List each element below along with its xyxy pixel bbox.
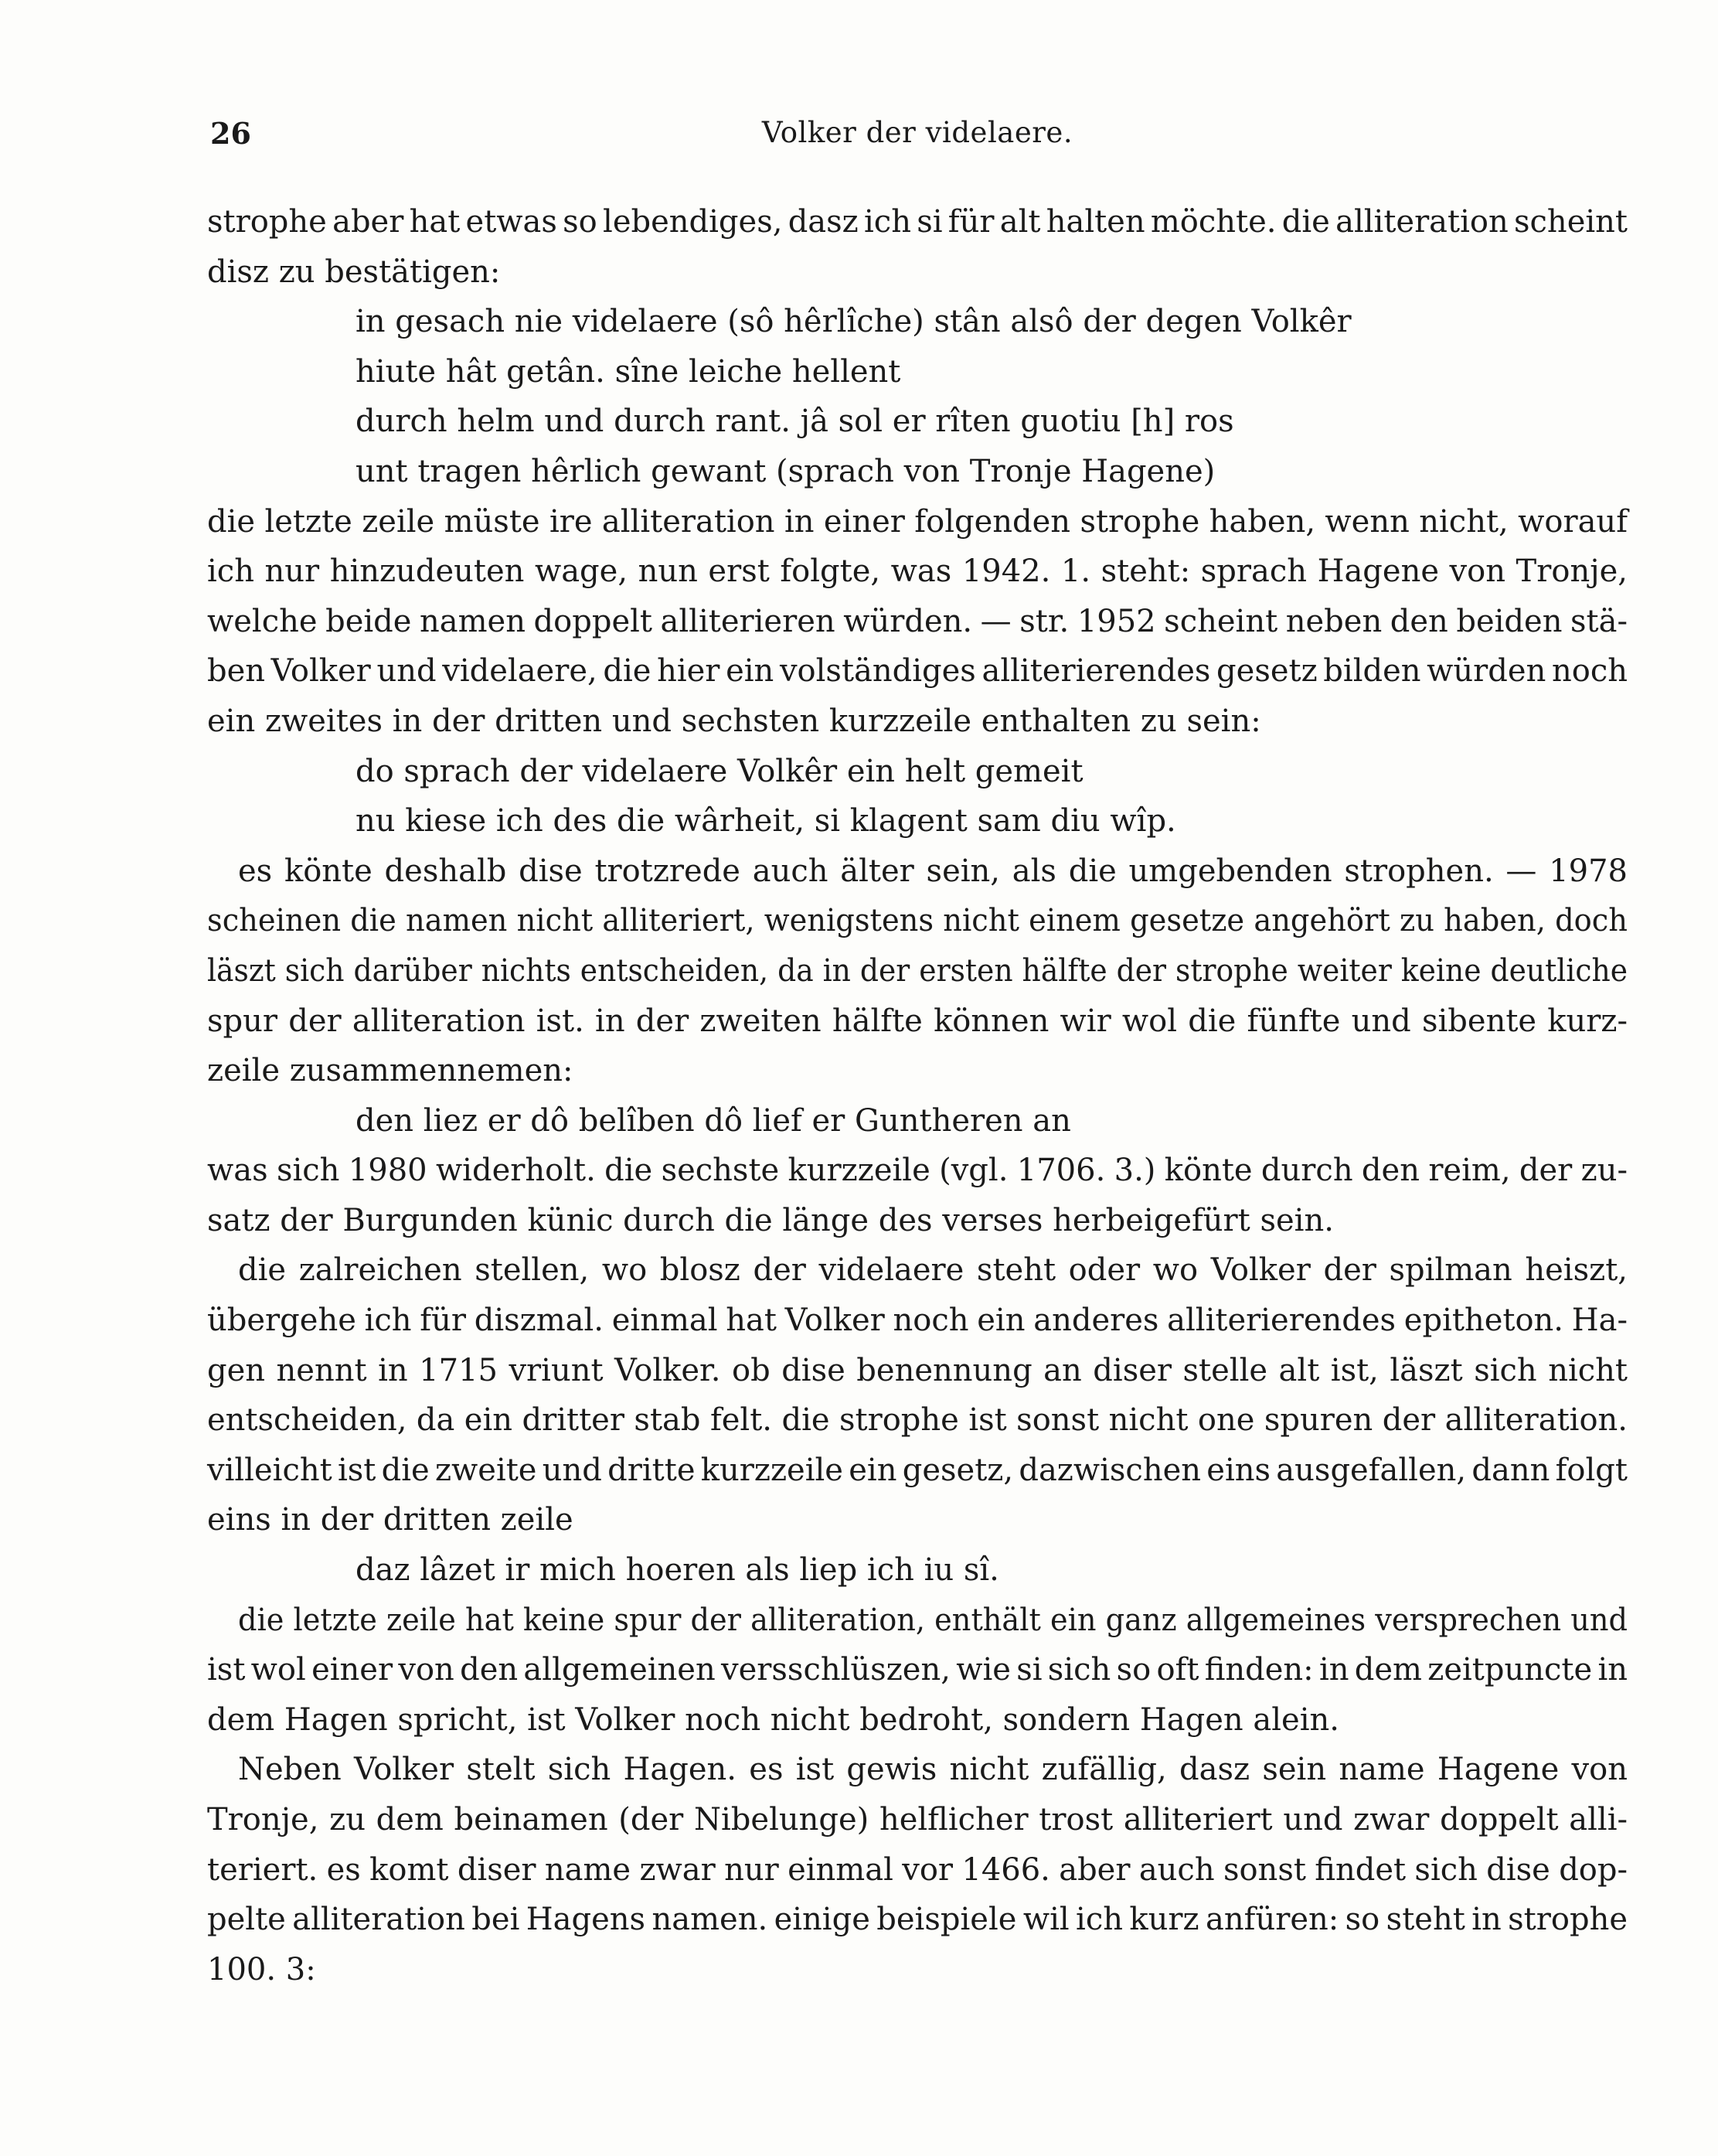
text-line: Tronje, zu dem beinamen (der Nibelunge) helflicher trost alliteriert und zwar doppelt alli- (207, 1802, 1628, 1838)
text-line: welche beide namen doppelt alliterieren würden. — str. 1952 scheint neben den beiden stä- (207, 603, 1628, 639)
text-line: was sich 1980 widerholt. die sechste kurzzeile (vgl. 1706. 3.) könte durch den reim, der zu- (207, 1153, 1628, 1189)
body-text (207, 197, 1628, 1994)
text-line: 100. 3: (207, 1951, 316, 1987)
text-line: ich nur hinzudeuten wage, nun erst folgte, was 1942. 1. steht: sprach Hagene von Tronje, (207, 553, 1628, 590)
page-number: 26 (210, 116, 251, 151)
page-header (210, 116, 1624, 162)
verse-line: nu kiese ich des die wârheit, si klagent sam diu wîp. (356, 803, 1176, 840)
verse-line: do sprach der videlaere Volkêr ein helt gemeit (356, 753, 1084, 789)
text-line: die letzte zeile hat keine spur der alliteration, enthält ein ganz allgemeines versprechen und (238, 1602, 1628, 1638)
text-line: ein zweites in der dritten und sechsten kurzzeile enthalten zu sein: (207, 703, 1261, 739)
text-line: die zalreichen stellen, wo blosz der videlaere steht oder wo Volker der spilman heiszt, (238, 1252, 1628, 1289)
running-head: Volker der videlaere. (761, 116, 1073, 149)
verse-line: hiute hât getân. sîne leiche hellent (356, 353, 901, 390)
verse-line: den liez er dô belîben dô lief er Guntheren an (356, 1102, 1071, 1139)
verse-line: daz lâzet ir mich hoeren als liep ich iu sî. (356, 1552, 999, 1589)
text-line: spur der alliteration ist. in der zweiten hälfte können wir wol die fünfte und sibente kurz- (207, 1003, 1628, 1039)
text-line: läszt sich darüber nichts entscheiden, da in der ersten hälfte der strophe weiter keine deutliche (207, 952, 1628, 989)
text-line: disz zu bestätigen: (207, 254, 501, 290)
text-line: satz der Burgunden künic durch die länge des verses herbeigefürt sein. (207, 1202, 1334, 1238)
text-line: pelte alliteration bei Hagens namen. einige beispiele wil ich kurz anfüren: so steht in strophe (207, 1902, 1628, 1938)
text-line: entscheiden, da ein dritter stab felt. die strophe ist sonst nicht one spuren der alliteration. (207, 1402, 1628, 1439)
text-line: ben Volker und videlaere, die hier ein volständiges alliterierendes gesetz bilden würden noch (207, 653, 1628, 690)
verse-line: unt tragen hêrlich gewant (sprach von Tronje Hagene) (356, 453, 1216, 489)
text-line: dem Hagen spricht, ist Volker noch nicht bedroht, sondern Hagen alein. (207, 1701, 1339, 1738)
text-line: gen nennt in 1715 vriunt Volker. ob dise benennung an diser stelle alt ist, läszt sich nicht (207, 1352, 1628, 1388)
text-line: zeile zusammennemen: (207, 1053, 573, 1089)
text-line: teriert. es komt diser name zwar nur einmal vor 1466. aber auch sonst findet sich dise dop- (207, 1851, 1628, 1888)
verse-line: durch helm und durch rant. jâ sol er rîten guotiu [h] ros (356, 404, 1234, 440)
text-line: die letzte zeile müste ire alliteration in einer folgenden strophe haben, wenn nicht, worauf (207, 503, 1628, 540)
text-line: es könte deshalb dise trotzrede auch älter sein, als die umgebenden strophen. — 1978 (238, 853, 1628, 889)
text-line: villeicht ist die zweite und dritte kurzzeile ein gesetz, dazwischen eins ausgefallen, dann folgt (207, 1452, 1628, 1488)
text-line: übergehe ich für diszmal. einmal hat Volker noch ein anderes alliterierendes epitheton. Ha- (207, 1303, 1628, 1339)
text-line: strophe aber hat etwas so lebendiges, dasz ich si für alt halten möchte. die alliteration scheint (207, 204, 1628, 240)
text-line: Neben Volker stelt sich Hagen. es ist gewis nicht zufällig, dasz sein name Hagene von (238, 1752, 1628, 1788)
text-line: ist wol einer von den allgemeinen versschlüszen, wie si sich so oft finden: in dem zeitpuncte in (207, 1652, 1628, 1688)
text-line: scheinen die namen nicht alliteriert, wenigstens nicht einem gesetze angehört zu haben, doch (207, 903, 1628, 939)
verse-line: in gesach nie videlaere (sô hêrlîche) stân alsô der degen Volkêr (356, 304, 1352, 340)
text-line: eins in der dritten zeile (207, 1502, 573, 1538)
